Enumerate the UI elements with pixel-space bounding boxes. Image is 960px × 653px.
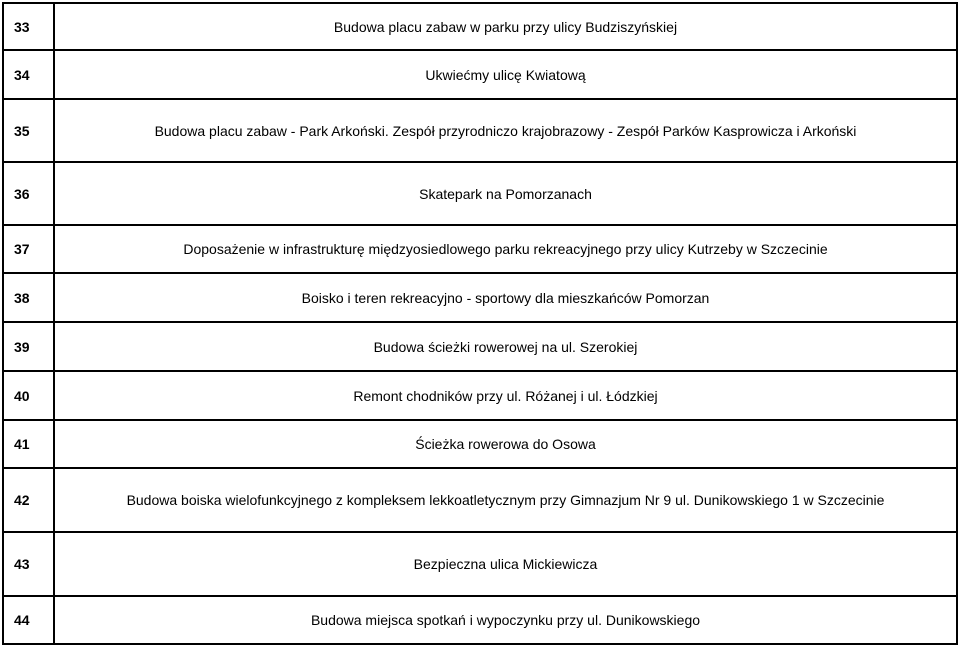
projects-table — [2, 2, 958, 645]
row-number: 44 — [3, 596, 54, 644]
project-description: Boisko i teren rekreacyjno - sportowy dla mieszkańców Pomorzan — [54, 273, 957, 322]
row-number: 38 — [3, 273, 54, 322]
project-description: Budowa placu zabaw w parku przy ulicy Budziszyńskiej — [54, 3, 957, 50]
project-description: Ukwiećmy ulicę Kwiatową — [54, 50, 957, 99]
table-row — [3, 162, 957, 225]
table-row — [3, 596, 957, 644]
row-number: 41 — [3, 420, 54, 468]
table-row — [3, 371, 957, 420]
row-number: 37 — [3, 225, 54, 273]
row-number: 35 — [3, 99, 54, 162]
row-number: 42 — [3, 468, 54, 532]
table-row — [3, 468, 957, 532]
row-number: 43 — [3, 532, 54, 596]
row-number: 33 — [3, 3, 54, 50]
project-description: Ścieżka rowerowa do Osowa — [54, 420, 957, 468]
projects-table-body — [3, 3, 957, 644]
table-row — [3, 420, 957, 468]
table-row — [3, 322, 957, 371]
row-number: 36 — [3, 162, 54, 225]
project-description: Remont chodników przy ul. Różanej i ul. Łódzkiej — [54, 371, 957, 420]
row-number: 40 — [3, 371, 54, 420]
project-description: Budowa placu zabaw - Park Arkoński. Zespół przyrodniczo krajobrazowy - Zespół Parków Kasprowicza i Arkoński — [54, 99, 957, 162]
project-description: Bezpieczna ulica Mickiewicza — [54, 532, 957, 596]
row-number: 34 — [3, 50, 54, 99]
table-row — [3, 50, 957, 99]
project-description: Budowa boiska wielofunkcyjnego z kompleksem lekkoatletycznym przy Gimnazjum Nr 9 ul. Dunikowskiego 1 w Szczecinie — [54, 468, 957, 532]
table-row — [3, 273, 957, 322]
project-description: Doposażenie w infrastrukturę międzyosiedlowego parku rekreacyjnego przy ulicy Kutrzeby w Szczecinie — [54, 225, 957, 273]
table-row — [3, 3, 957, 50]
table-row — [3, 225, 957, 273]
project-description: Skatepark na Pomorzanach — [54, 162, 957, 225]
row-number: 39 — [3, 322, 54, 371]
project-description: Budowa ścieżki rowerowej na ul. Szerokiej — [54, 322, 957, 371]
table-row — [3, 532, 957, 596]
project-description: Budowa miejsca spotkań i wypoczynku przy ul. Dunikowskiego — [54, 596, 957, 644]
table-row — [3, 99, 957, 162]
